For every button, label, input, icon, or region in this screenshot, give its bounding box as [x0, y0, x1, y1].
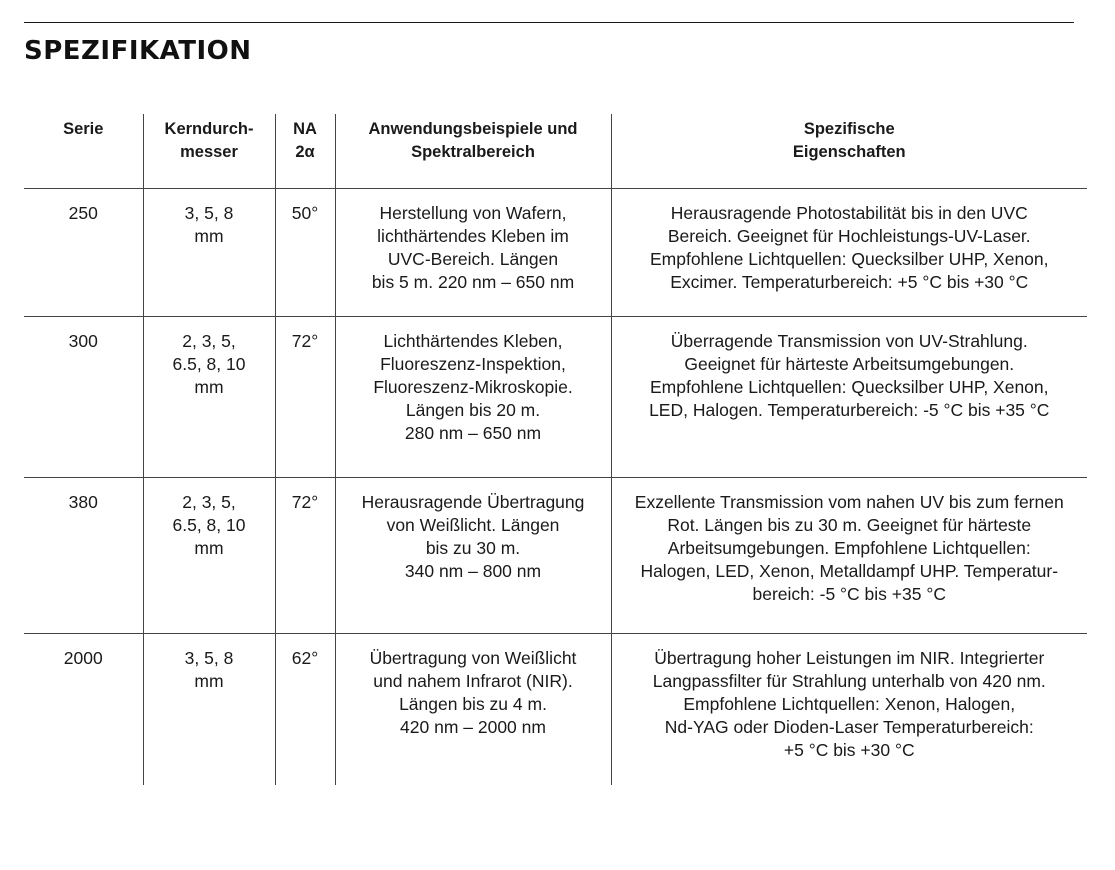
header-anwendung: Anwendungsbeispiele und Spektralbereich — [335, 114, 611, 189]
cell-kerndurchmesser: 3, 5, 8 mm — [143, 634, 275, 786]
cell-eigenschaften: Übertragung hoher Leistungen im NIR. Integrierter Langpassfilter für Strahlung unterhalb von 420 nm. Empfohlene Lichtquellen: Xenon, Halogen, Nd-YAG oder Dioden-Laser Temperaturbereich: +5 °C bis +30 °C — [611, 634, 1087, 786]
cell-serie: 250 — [24, 189, 143, 317]
cell-na: 72° — [275, 478, 335, 634]
table-row — [24, 317, 1087, 478]
top-rule — [24, 22, 1074, 23]
cell-eigenschaften: Exzellente Transmission vom nahen UV bis zum fernen Rot. Längen bis zu 30 m. Geeignet für härteste Arbeitsumgebungen. Empfohlene Lichtquellen: Halogen, LED, Xenon, Metalldampf UHP. Temperatur- bereich: -5 °C bis +35 °C — [611, 478, 1087, 634]
cell-kerndurchmesser: 2, 3, 5, 6.5, 8, 10 mm — [143, 478, 275, 634]
cell-anwendung: Herausragende Übertragung von Weißlicht. Längen bis zu 30 m. 340 nm – 800 nm — [335, 478, 611, 634]
cell-anwendung: Übertragung von Weißlicht und nahem Infrarot (NIR). Längen bis zu 4 m. 420 nm – 2000 nm — [335, 634, 611, 786]
header-row — [24, 114, 1087, 189]
table-row — [24, 634, 1087, 786]
header-kerndurchmesser: Kerndurch- messer — [143, 114, 275, 189]
cell-kerndurchmesser: 3, 5, 8 mm — [143, 189, 275, 317]
cell-anwendung: Lichthärtendes Kleben, Fluoreszenz-Inspektion, Fluoreszenz-Mikroskopie. Längen bis 20 m. 280 nm – 650 nm — [335, 317, 611, 478]
cell-na: 50° — [275, 189, 335, 317]
cell-serie: 300 — [24, 317, 143, 478]
cell-eigenschaften: Überragende Transmission von UV-Strahlung. Geeignet für härteste Arbeitsumgebungen. Empfohlene Lichtquellen: Quecksilber UHP, Xenon, LED, Halogen. Temperaturbereich: -5 °C bis +35 °C — [611, 317, 1087, 478]
cell-anwendung: Herstellung von Wafern, lichthärtendes Kleben im UVC-Bereich. Längen bis 5 m. 220 nm – 650 nm — [335, 189, 611, 317]
header-na: NA 2α — [275, 114, 335, 189]
cell-na: 72° — [275, 317, 335, 478]
header-eigenschaften: Spezifische Eigenschaften — [611, 114, 1087, 189]
cell-serie: 380 — [24, 478, 143, 634]
header-serie: Serie — [24, 114, 143, 189]
page-title: SPEZIFIKATION — [24, 36, 252, 66]
cell-na: 62° — [275, 634, 335, 786]
table-row — [24, 189, 1087, 317]
table-row — [24, 478, 1087, 634]
cell-serie: 2000 — [63, 648, 103, 668]
spec-table — [24, 114, 1087, 785]
cell-eigenschaften: Herausragende Photostabilität bis in den UVC Bereich. Geeignet für Hochleistungs-UV-Laser. Empfohlene Lichtquellen: Quecksilber UHP, Xenon, Excimer. Temperaturbereich: +5 °C bis +30 °C — [611, 189, 1087, 317]
cell-kerndurchmesser: 2, 3, 5, 6.5, 8, 10 mm — [143, 317, 275, 478]
